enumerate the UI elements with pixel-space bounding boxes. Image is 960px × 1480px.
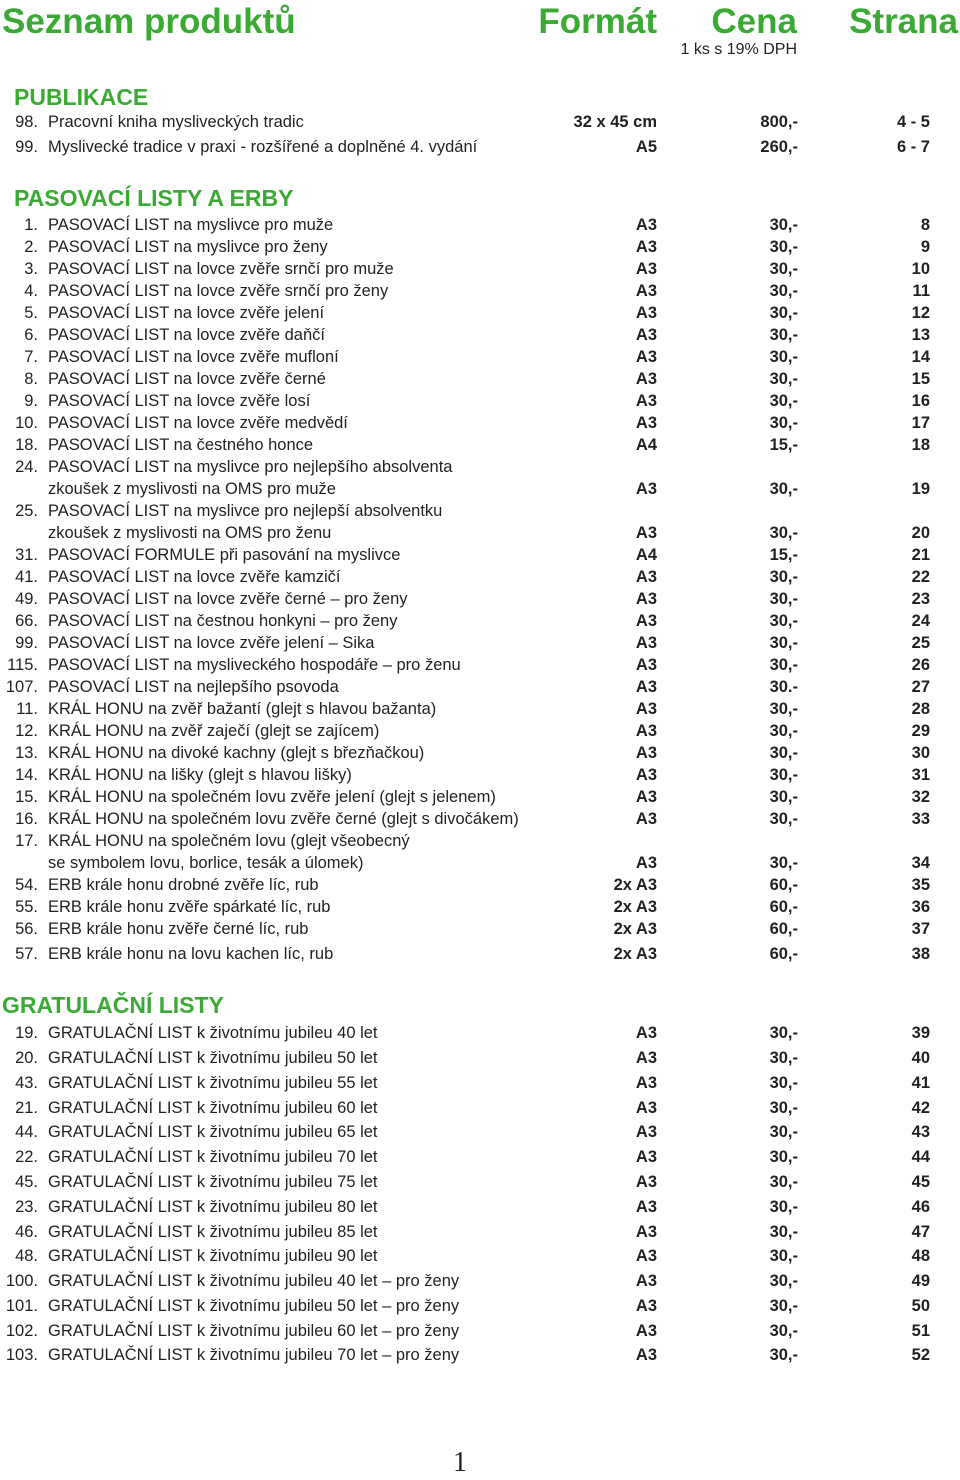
item-number: 99. [15,634,38,652]
item-format: A3 [635,326,657,344]
item-title [48,786,496,808]
item-title [48,698,436,720]
item-page: 52 [911,1346,930,1364]
item-page: 44 [911,1148,930,1166]
item-page: 18 [911,436,930,454]
item-page: 45 [911,1173,930,1191]
item-page: 14 [911,348,930,366]
item-format: 2x A3 [613,945,657,963]
item-page: 4 - 5 [896,113,930,131]
item-title [48,896,330,918]
item-format: A3 [635,1322,657,1340]
item-page: 28 [911,700,930,718]
item-price: 30,- [769,1223,798,1241]
item-number: 9. [24,392,38,410]
item-title-line: GRATULAČNÍ LIST k životnímu jubileu 40 let – pro ženy [48,1272,460,1290]
item-title-line: PASOVACÍ LIST na lovce zvěře mufloní [48,348,339,366]
item-price: 30,- [769,854,798,872]
item-title [48,1145,378,1170]
item-title-line: GRATULAČNÍ LIST k životnímu jubileu 70 let – pro ženy [48,1346,460,1364]
item-number: 54. [15,876,38,894]
item-price: 15,- [769,546,798,564]
item-price: 30,- [769,1049,798,1067]
item-price: 260,- [760,138,798,156]
item-title [48,1021,378,1046]
item-number: 1. [24,216,38,234]
item-price: 30,- [769,766,798,784]
item-title-line: GRATULAČNÍ LIST k životnímu jubileu 60 let [48,1099,378,1117]
item-title-line: GRATULAČNÍ LIST k životnímu jubileu 50 let [48,1049,378,1067]
item-title [48,742,424,764]
item-title [48,390,310,412]
item-price: 60,- [769,898,798,916]
item-price: 30,- [769,216,798,234]
item-number: 8. [24,370,38,388]
item-number: 31. [15,546,38,564]
item-title-line: GRATULAČNÍ LIST k životnímu jubileu 50 let – pro ženy [48,1297,460,1315]
item-number: 23. [15,1198,38,1216]
item-title-line: ERB krále honu drobné zvěře líc, rub [48,876,319,894]
item-page: 15 [911,370,930,388]
item-format: A3 [635,568,657,586]
item-title [48,368,326,390]
item-format: 2x A3 [613,876,657,894]
item-format: A3 [635,1074,657,1092]
item-number: 6. [24,326,38,344]
item-number: 22. [15,1148,38,1166]
item-format: A3 [635,1173,657,1191]
item-title-line: zkoušek z myslivosti na OMS pro ženu [48,524,332,542]
item-title [48,500,442,544]
item-title [48,874,319,896]
item-format: A3 [635,1024,657,1042]
item-page: 34 [911,854,930,872]
item-format: A4 [635,436,657,454]
item-page: 30 [911,744,930,762]
item-title-line: GRATULAČNÍ LIST k životnímu jubileu 75 let [48,1173,378,1191]
item-title [48,610,397,632]
item-price: 30,- [769,1272,798,1290]
item-title [48,302,324,324]
section-title-publikace: PUBLIKACE [14,84,149,110]
item-title-line: se symbolem lovu, borlice, tesák a úlomek) [48,854,364,872]
item-format: 2x A3 [613,920,657,938]
item-page: 12 [911,304,930,322]
item-price: 30,- [769,1247,798,1265]
item-title-line: PASOVACÍ LIST na lovce zvěře losí [48,392,311,410]
item-number: 103. [5,1346,38,1364]
item-title-line: GRATULAČNÍ LIST k životnímu jubileu 70 let [48,1148,378,1166]
item-price: 30,- [769,788,798,806]
item-format: A3 [635,1247,657,1265]
item-format: A3 [635,700,657,718]
item-number: 101. [5,1297,38,1315]
item-title [48,654,461,676]
item-page: 35 [911,876,930,894]
item-price: 30,- [769,568,798,586]
item-title-line: KRÁL HONU na divoké kachny (glejt s březňačkou) [48,744,425,762]
item-page: 37 [911,920,930,938]
item-format: A3 [635,260,657,278]
item-title-line: GRATULAČNÍ LIST k životnímu jubileu 90 let [48,1247,378,1265]
item-number: 17. [15,832,38,850]
item-title [48,918,308,940]
item-format: A3 [635,766,657,784]
item-price: 30,- [769,524,798,542]
item-title [48,1046,378,1071]
item-title [48,1220,378,1245]
item-title-line: PASOVACÍ LIST na lovce zvěře srnčí pro ženy [48,282,389,300]
item-title [48,588,408,610]
item-price: 30,- [769,304,798,322]
item-title [48,1170,378,1195]
item-title [48,808,519,830]
item-title-line: PASOVACÍ LIST na myslivce pro nejlepšího absolventa [48,458,453,476]
item-format: A3 [635,678,657,696]
item-price: 30,- [769,480,798,498]
item-price: 30,- [769,656,798,674]
item-number: 4. [24,282,38,300]
item-page: 50 [911,1297,930,1315]
item-format: A3 [635,1198,657,1216]
item-number: 10. [15,414,38,432]
item-format: A3 [635,744,657,762]
item-price: 30,- [769,700,798,718]
column-header-page: Strana [849,2,958,41]
item-title [48,943,333,965]
item-format: A3 [635,282,657,300]
item-title [48,258,394,280]
item-format: A3 [635,1123,657,1141]
item-format: A3 [635,788,657,806]
item-price: 30,- [769,1198,798,1216]
item-title-line: GRATULAČNÍ LIST k životnímu jubileu 55 let [48,1074,378,1092]
item-format: A5 [635,138,657,156]
item-number: 56. [15,920,38,938]
item-title [48,280,388,302]
item-number: 11. [16,700,38,718]
item-format: A3 [635,1099,657,1117]
page-title: Seznam produktů [2,2,296,41]
item-page: 22 [911,568,930,586]
item-format: A3 [635,722,657,740]
item-title-line: PASOVACÍ LIST na myslivce pro nejlepší absolventku [48,502,443,520]
item-title-line: PASOVACÍ LIST na lovce zvěře jelení – Sika [48,634,375,652]
item-price: 30,- [769,326,798,344]
item-format: A3 [635,612,657,630]
item-page: 48 [911,1247,930,1265]
item-price: 30,- [769,1074,798,1092]
item-price: 30,- [769,612,798,630]
section-title-gratulacni-listy: GRATULAČNÍ LISTY [2,992,224,1018]
item-number: 99. [15,138,38,156]
item-title [48,632,375,654]
section-title-pasovaci-listy: PASOVACÍ LISTY A ERBY [14,185,294,211]
item-title [48,1294,459,1319]
item-title [48,434,313,456]
item-title [48,214,333,236]
item-page: 49 [911,1272,930,1290]
item-title-line: zkoušek z myslivosti na OMS pro muže [48,480,336,498]
item-format: A3 [635,370,657,388]
item-format: A3 [635,524,657,542]
item-format: A3 [635,238,657,256]
item-number: 98. [15,113,38,131]
item-number: 44. [15,1123,38,1141]
item-title-line: PASOVACÍ LIST na lovce zvěře jelení [48,304,325,322]
page-number: 1 [453,1447,467,1478]
item-page: 21 [911,546,930,564]
item-format: A3 [635,1346,657,1364]
item-page: 16 [911,392,930,410]
item-title-line: ERB krále honu zvěře černé líc, rub [48,920,309,938]
item-number: 20. [15,1049,38,1067]
item-page: 6 - 7 [896,138,930,156]
item-price: 30,- [769,1099,798,1117]
item-price: 60,- [769,876,798,894]
item-title-line: ERB krále honu na lovu kachen líc, rub [48,945,334,963]
item-page: 31 [911,766,930,784]
item-title-line: PASOVACÍ LIST na myslivce pro muže [48,216,334,234]
item-format: A3 [635,810,657,828]
item-price: 30,- [769,370,798,388]
item-format: A3 [635,480,657,498]
item-number: 21. [15,1099,38,1117]
item-title-line: GRATULAČNÍ LIST k životnímu jubileu 80 let [48,1198,378,1216]
item-price: 60,- [769,945,798,963]
item-price: 30,- [769,634,798,652]
item-price: 30,- [769,1024,798,1042]
item-price: 30,- [769,744,798,762]
item-title-line: PASOVACÍ LIST na čestnou honkyni – pro ženy [48,612,398,630]
item-number: 7. [24,348,38,366]
item-page: 9 [920,238,930,256]
item-title [48,830,410,874]
item-number: 2. [24,238,38,256]
item-title [48,720,379,742]
item-title [48,544,400,566]
item-format: A3 [635,414,657,432]
item-price: 30,- [769,1322,798,1340]
item-page: 42 [911,1099,930,1117]
item-page: 33 [911,810,930,828]
item-price: 30.- [769,678,798,696]
item-title-line: PASOVACÍ LIST na lovce zvěře kamzičí [48,568,341,586]
item-price: 30,- [769,1148,798,1166]
item-page: 29 [911,722,930,740]
item-number: 19. [15,1024,38,1042]
item-price: 30,- [769,810,798,828]
item-page: 36 [911,898,930,916]
item-page: 38 [911,945,930,963]
item-title-line: PASOVACÍ LIST na lovce zvěře černé [48,370,326,388]
item-price: 30,- [769,282,798,300]
item-price: 30,- [769,348,798,366]
item-price: 15,- [769,436,798,454]
item-title [48,412,348,434]
item-number: 100. [5,1272,38,1290]
item-number: 18. [15,436,38,454]
item-number: 57. [15,945,38,963]
item-price: 30,- [769,1123,798,1141]
item-price: 30,- [769,1346,798,1364]
item-title-line: PASOVACÍ LIST na nejlepšího psovoda [48,678,339,696]
item-title [48,1071,378,1096]
item-number: 14. [15,766,38,784]
item-number: 48. [15,1247,38,1265]
item-price: 30,- [769,1173,798,1191]
item-format: A3 [635,590,657,608]
item-format: A3 [635,656,657,674]
item-page: 25 [911,634,930,652]
item-number: 43. [15,1074,38,1092]
item-price: 30,- [769,414,798,432]
item-title-line: PASOVACÍ LIST na mysliveckého hospodáře – pro ženu [48,656,461,674]
item-format: A3 [635,1223,657,1241]
item-price: 30,- [769,722,798,740]
item-number: 16. [15,810,38,828]
item-format: A4 [635,546,657,564]
item-title-line: PASOVACÍ LIST na lovce zvěře medvědí [48,414,348,432]
item-title-line: Myslivecké tradice v praxi - rozšířené a doplněné 4. vydání [48,138,478,156]
item-format: A3 [635,1297,657,1315]
item-price: 30,- [769,590,798,608]
item-page: 43 [911,1123,930,1141]
item-format: A3 [635,348,657,366]
item-price: 800,- [760,113,798,131]
item-page: 26 [911,656,930,674]
item-page: 32 [911,788,930,806]
item-title [48,764,352,786]
item-title [48,676,339,698]
item-format: A3 [635,1049,657,1067]
item-price: 30,- [769,238,798,256]
item-title-line: PASOVACÍ LIST na myslivce pro ženy [48,238,328,256]
item-title [48,137,477,157]
price-note: 1 ks s 19% DPH [680,41,797,58]
item-format: A3 [635,304,657,322]
item-title-line: PASOVACÍ LIST na lovce zvěře daňčí [48,326,325,344]
item-page: 41 [911,1074,930,1092]
item-number: 5. [24,304,38,322]
item-title-line: PASOVACÍ LIST na lovce zvěře srnčí pro muže [48,260,394,278]
item-title [48,1319,459,1344]
item-page: 27 [911,678,930,696]
item-number: 46. [15,1223,38,1241]
item-number: 107. [5,678,38,696]
item-price: 30,- [769,260,798,278]
item-title [48,1244,378,1269]
item-title-line: Pracovní kniha mysliveckých tradic [48,113,304,131]
item-title [48,566,341,588]
item-title [48,1269,459,1294]
item-title-line: PASOVACÍ FORMULE při pasování na myslivce [48,546,401,564]
item-title-line: PASOVACÍ LIST na lovce zvěře černé – pro ženy [48,590,408,608]
item-format: A3 [635,392,657,410]
item-page: 10 [911,260,930,278]
item-title-line: PASOVACÍ LIST na čestného honce [48,436,314,454]
item-page: 40 [911,1049,930,1067]
item-number: 55. [15,898,38,916]
item-title-line: GRATULAČNÍ LIST k životnímu jubileu 65 let [48,1123,378,1141]
item-page: 20 [911,524,930,542]
item-title-line: GRATULAČNÍ LIST k životnímu jubileu 60 let – pro ženy [48,1322,460,1340]
item-number: 49. [15,590,38,608]
item-number: 25. [15,502,38,520]
item-title-line: ERB krále honu zvěře spárkaté líc, rub [48,898,331,916]
item-title [48,112,304,132]
item-format: A3 [635,216,657,234]
item-title-line: KRÁL HONU na společném lovu zvěře jelení (glejt s jelenem) [48,788,496,806]
item-number: 66. [15,612,38,630]
item-format: A3 [635,1272,657,1290]
item-title-line: GRATULAČNÍ LIST k životnímu jubileu 85 let [48,1223,378,1241]
item-title [48,456,452,500]
item-number: 115. [7,656,38,674]
item-title [48,1120,378,1145]
item-number: 15. [15,788,38,806]
column-header-price: Cena [711,2,797,41]
item-title [48,1096,378,1121]
item-page: 11 [912,282,930,300]
item-number: 24. [15,458,38,476]
item-format: A3 [635,1148,657,1166]
item-price: 30,- [769,392,798,410]
item-price: 60,- [769,920,798,938]
item-number: 41. [15,568,38,586]
item-format: 2x A3 [613,898,657,916]
item-number: 3. [24,260,38,278]
item-format: 32 x 45 cm [573,113,657,131]
item-number: 13. [15,744,38,762]
item-title [48,346,339,368]
item-format: A3 [635,854,657,872]
item-page: 47 [911,1223,930,1241]
item-number: 12. [15,722,38,740]
item-page: 19 [911,480,930,498]
item-title-line: KRÁL HONU na lišky (glejt s hlavou lišky) [48,766,352,784]
item-price: 30,- [769,1297,798,1315]
item-format: A3 [635,634,657,652]
item-page: 51 [911,1322,930,1340]
item-number: 102. [5,1322,38,1340]
item-number: 45. [15,1173,38,1191]
item-page: 8 [920,216,930,234]
item-title [48,1195,378,1220]
item-page: 17 [911,414,930,432]
item-title [48,1343,459,1368]
item-page: 39 [911,1024,930,1042]
item-title-line: KRÁL HONU na společném lovu (glejt všeobecný [48,832,410,850]
column-header-format: Formát [538,2,657,41]
item-page: 46 [911,1198,930,1216]
item-title-line: KRÁL HONU na zvěř zaječí (glejt se zajícem) [48,722,380,740]
item-page: 13 [911,326,930,344]
item-title-line: KRÁL HONU na společném lovu zvěře černé (glejt s divočákem) [48,810,519,828]
item-page: 24 [911,612,930,630]
item-title-line: KRÁL HONU na zvěř bažantí (glejt s hlavou bažanta) [48,700,437,718]
item-page: 23 [911,590,930,608]
item-title-line: GRATULAČNÍ LIST k životnímu jubileu 40 let [48,1024,378,1042]
item-title [48,324,325,346]
item-title [48,236,328,258]
